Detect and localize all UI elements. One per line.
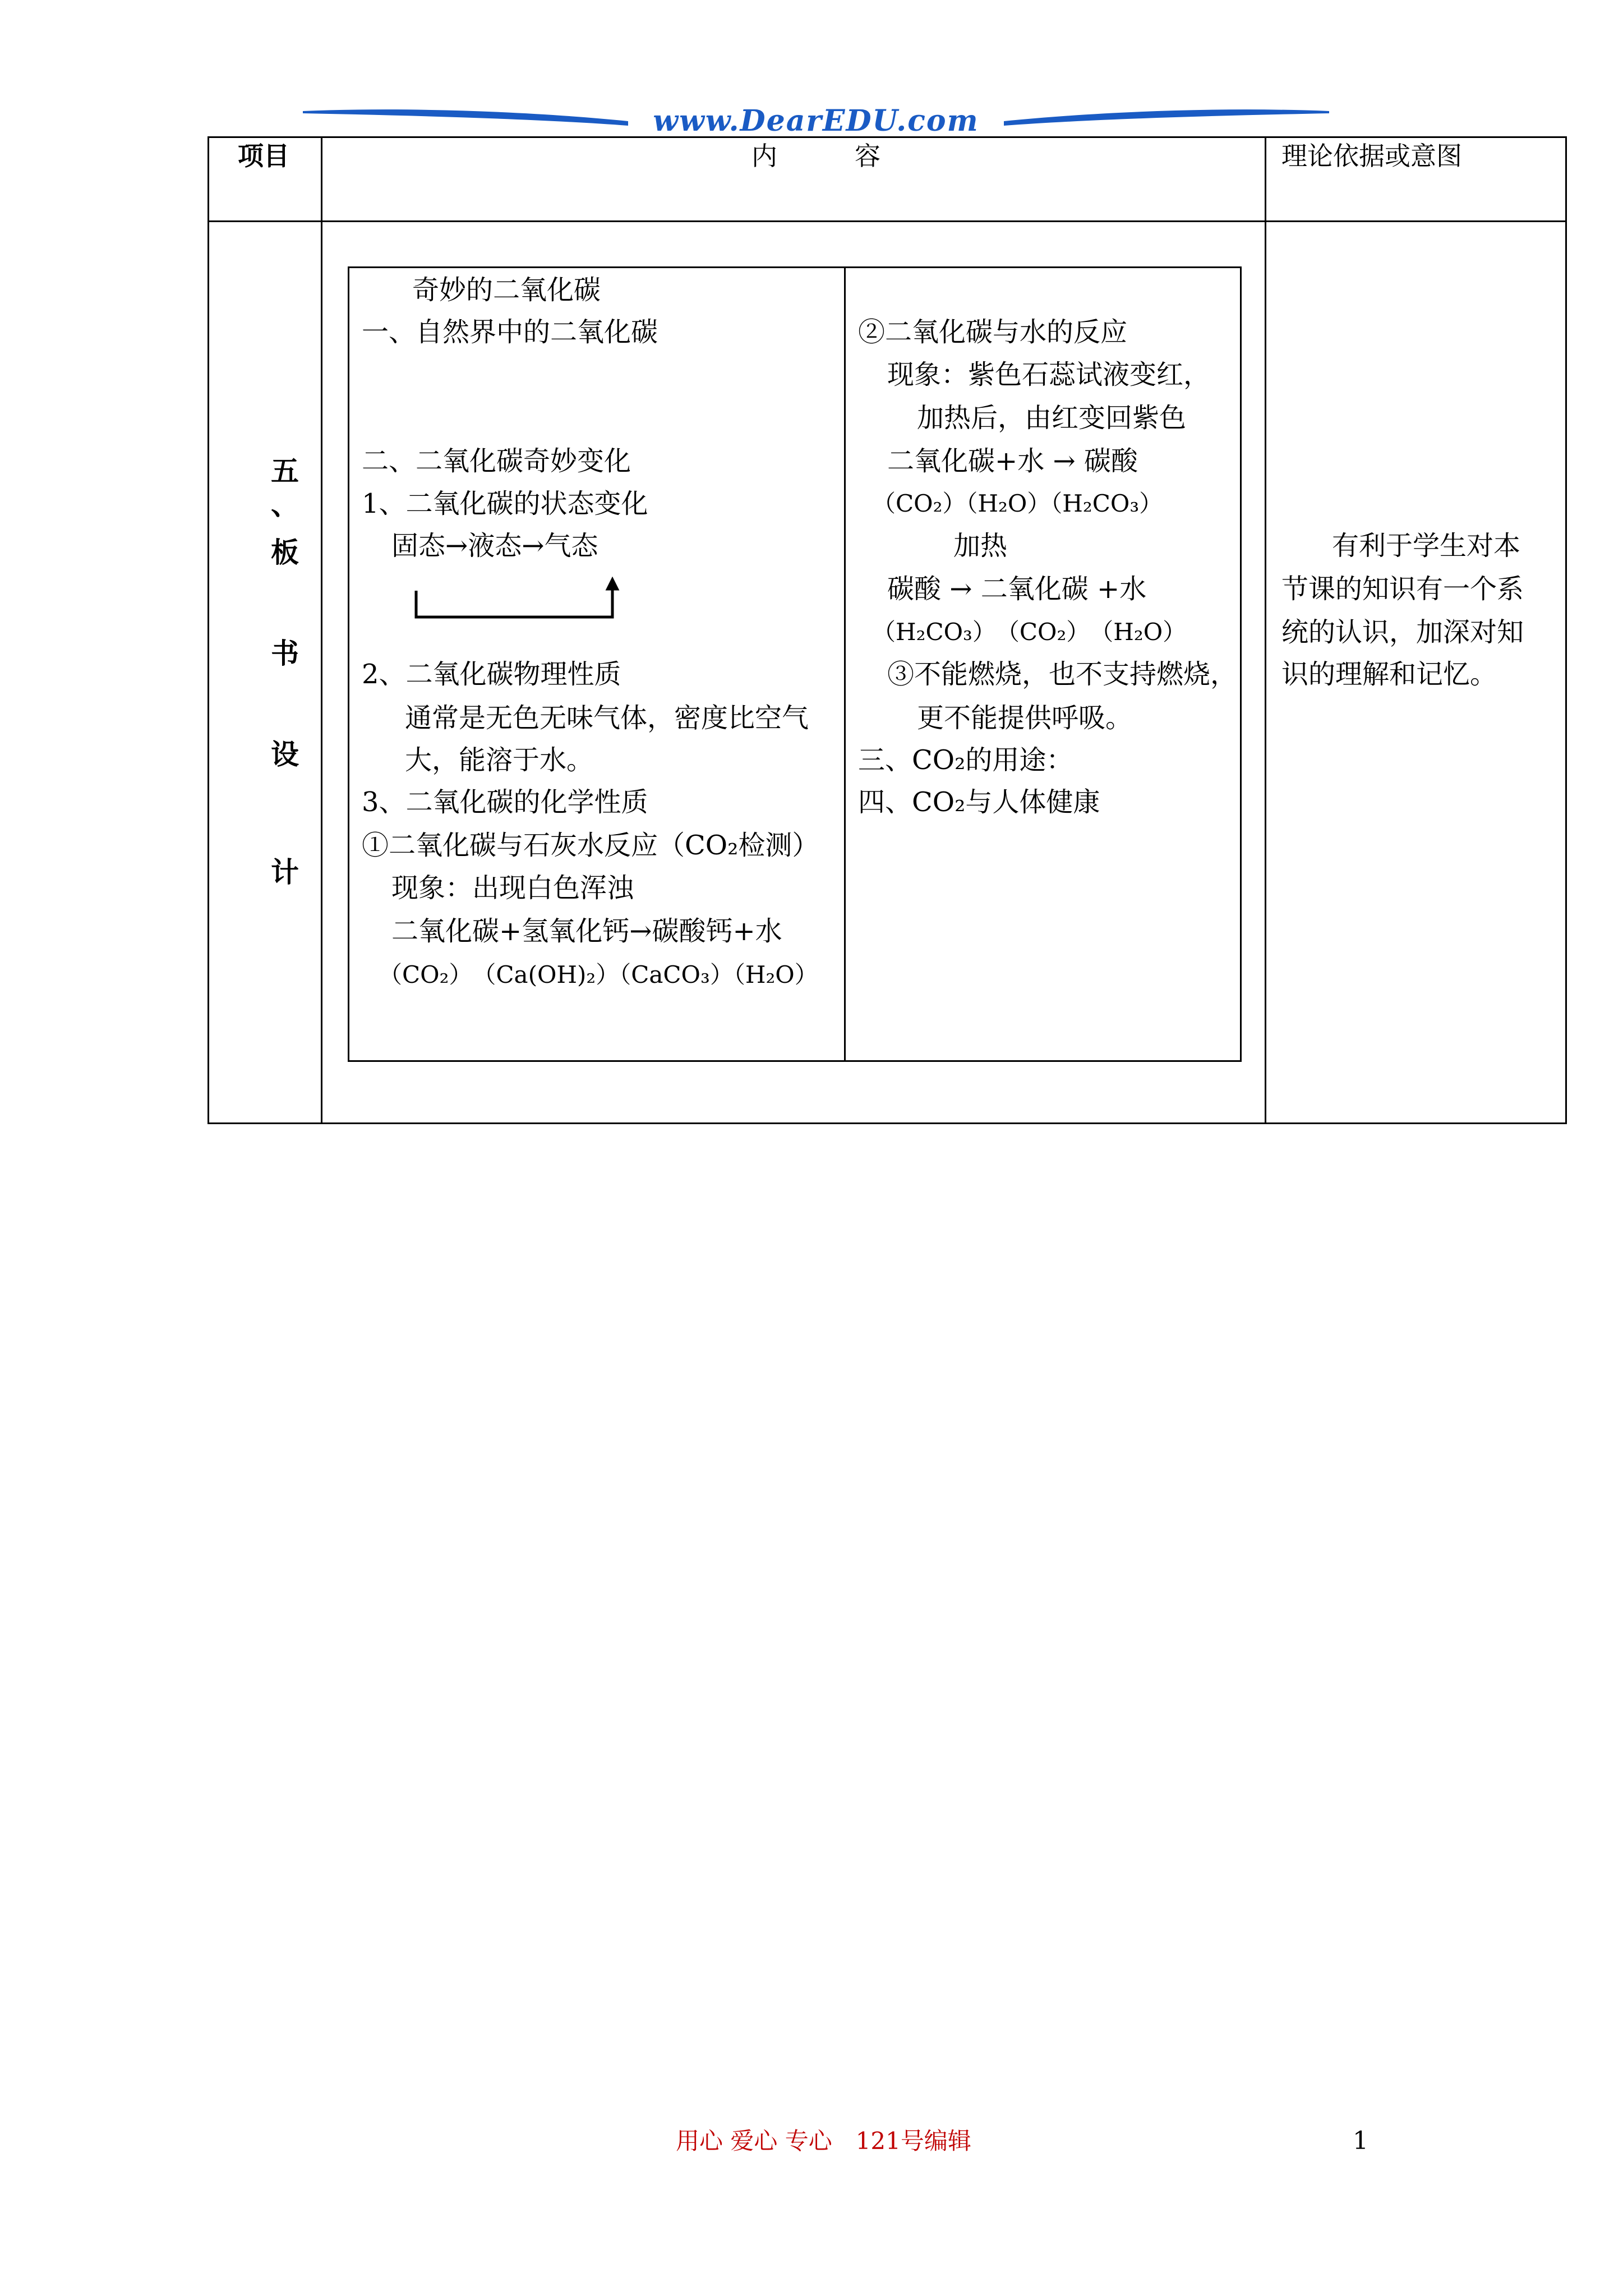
- site-logo: [303, 101, 1329, 140]
- board-right-line: 碳酸 → 二氧化碳 +水: [887, 573, 1147, 605]
- item-char-3: 板: [271, 536, 299, 569]
- board-left-line: 固态→液态→气态: [391, 530, 598, 562]
- board-right-line: 三、CO₂的用途：: [858, 744, 1073, 776]
- board-right-formula: （H₂CO₃） （CO₂） （H₂O）: [872, 618, 1187, 646]
- board-left-line: 1、二氧化碳的状态变化: [362, 488, 648, 519]
- item-char-2: 、: [271, 488, 299, 521]
- reason-line: 节课的知识有一个系: [1281, 573, 1524, 605]
- board-left-line: 大，能溶于水。: [405, 744, 594, 776]
- board-right-line: 二氧化碳+水 → 碳酸: [887, 445, 1138, 477]
- board-right-line: ②二氧化碳与水的反应: [858, 316, 1128, 348]
- item-char-5: 设: [271, 738, 299, 771]
- board-left-line: 一、自然界中的二氧化碳: [362, 316, 658, 348]
- board-left-line: 现象：出现白色浑浊: [391, 872, 634, 904]
- item-char-1: 五: [271, 454, 299, 487]
- board-left-line: 通常是无色无味气体，密度比空气: [405, 702, 809, 734]
- table-col-divider-1: [321, 136, 322, 1124]
- header-basis: 理论依据或意图: [1281, 141, 1462, 171]
- board-right-formula: （CO₂）（H₂O）（H₂CO₃）: [872, 490, 1163, 517]
- item-char-6: 计: [271, 855, 299, 889]
- reason-line: 统的认识，加深对知: [1281, 616, 1524, 648]
- board-left-line: 3、二氧化碳的化学性质: [362, 786, 648, 818]
- page-number: 1: [1353, 2127, 1368, 2155]
- logo-text: www.DearEDU.com: [653, 104, 979, 138]
- board-left-line: ①二氧化碳与石灰水反应（CO₂检测）: [362, 830, 819, 861]
- cycle-arrow-icon: [409, 575, 628, 625]
- board-left-line: 2、二氧化碳物理性质: [362, 659, 621, 690]
- reason-line: 有利于学生对本: [1332, 530, 1521, 562]
- reason-line: 识的理解和记忆。: [1281, 659, 1497, 690]
- table-col-divider-2: [1265, 136, 1266, 1124]
- header-item: 项目: [238, 141, 289, 171]
- board-left-line: 二氧化碳+氢氧化钙→碳酸钙+水: [391, 915, 782, 947]
- board-title: 奇妙的二氧化碳: [412, 274, 601, 306]
- table-header-divider: [208, 220, 1567, 222]
- board-right-line: 加热: [953, 530, 1008, 562]
- board-divider: [844, 266, 846, 1062]
- board-right-line: ③不能燃烧，也不支持燃烧，: [887, 659, 1238, 690]
- item-char-4: 书: [271, 637, 299, 670]
- board-right-line: 加热后，由红变回紫色: [917, 402, 1187, 434]
- board-right-line: 四、CO₂与人体健康: [858, 786, 1100, 818]
- board-left-formula: （CO₂） （Ca(OH)₂）（CaCO₃）（H₂O）: [379, 961, 818, 988]
- board-right-line: 现象：紫色石蕊试液变红，: [887, 359, 1211, 390]
- footer-slogan: 用心 爱心 专心 121号编辑: [676, 2127, 971, 2155]
- board-left-line: 二、二氧化碳奇妙变化: [362, 445, 631, 477]
- header-content: 内 容: [751, 141, 880, 171]
- board-right-line: 更不能提供呼吸。: [917, 702, 1133, 734]
